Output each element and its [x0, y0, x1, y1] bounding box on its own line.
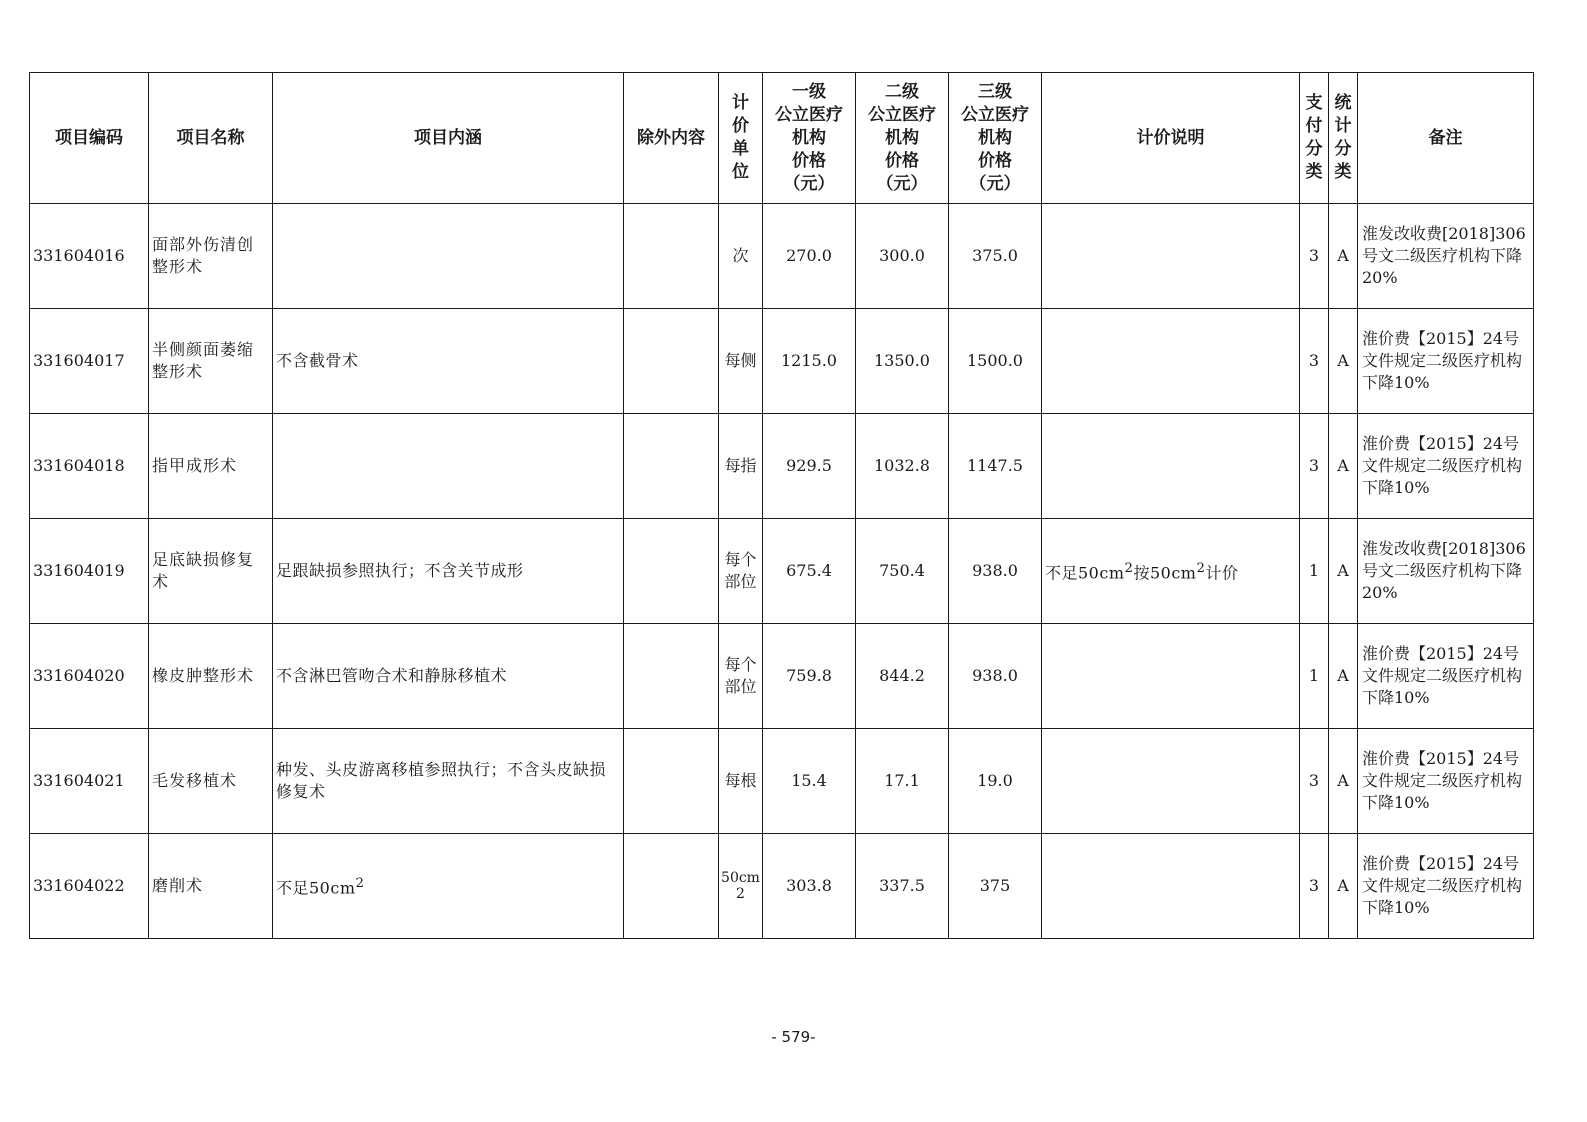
cell-price-level2: 1032.8	[856, 414, 949, 519]
cell-payment-category: 3	[1300, 204, 1329, 309]
cell-content	[273, 204, 624, 309]
header-name: 项目名称	[149, 73, 273, 204]
cell-price-level1: 270.0	[763, 204, 856, 309]
cell-content: 足跟缺损参照执行；不含关节成形	[273, 519, 624, 624]
cell-price-level3: 1500.0	[949, 309, 1042, 414]
cell-remark: 淮价费【2015】24号文件规定二级医疗机构下降10%	[1358, 834, 1534, 939]
page-number: - 579-	[771, 1028, 816, 1046]
cell-name: 毛发移植术	[149, 729, 273, 834]
cell-price-level3: 938.0	[949, 519, 1042, 624]
cell-code: 331604016	[30, 204, 149, 309]
table-row	[30, 204, 1534, 309]
cell-exclusions	[624, 519, 719, 624]
note-text-3: 计价	[1205, 563, 1239, 583]
cell-exclusions	[624, 414, 719, 519]
cell-unit: 每根	[719, 729, 763, 834]
cell-name: 面部外伤清创整形术	[149, 204, 273, 309]
cell-unit: 每指	[719, 414, 763, 519]
cell-price-level1: 303.8	[763, 834, 856, 939]
cell-unit: 次	[719, 204, 763, 309]
cell-price-level1: 759.8	[763, 624, 856, 729]
note-superscript: 2	[1124, 560, 1134, 576]
cell-pricing-note	[1042, 834, 1300, 939]
cell-name: 磨削术	[149, 834, 273, 939]
note-text: 不足50cm	[1045, 563, 1125, 583]
header-exclusions: 除外内容	[624, 73, 719, 204]
cell-pricing-note	[1042, 309, 1300, 414]
cell-remark: 淮价费【2015】24号文件规定二级医疗机构下降10%	[1358, 309, 1534, 414]
cell-name: 橡皮肿整形术	[149, 624, 273, 729]
cell-stat-category: A	[1329, 204, 1358, 309]
cell-content: 种发、头皮游离移植参照执行；不含头皮缺损修复术	[273, 729, 624, 834]
header-price-level3: 三级 公立医疗 机构 价格 （元）	[949, 73, 1042, 204]
cell-pricing-note	[1042, 414, 1300, 519]
table-row	[30, 729, 1534, 834]
header-unit: 计 价 单 位	[719, 73, 763, 204]
cell-content	[273, 834, 624, 939]
cell-code: 331604017	[30, 309, 149, 414]
cell-stat-category: A	[1329, 729, 1358, 834]
cell-code: 331604021	[30, 729, 149, 834]
cell-stat-category: A	[1329, 309, 1358, 414]
cell-price-level3: 938.0	[949, 624, 1042, 729]
cell-pricing-note	[1042, 729, 1300, 834]
cell-name: 足底缺损修复术	[149, 519, 273, 624]
table-header-row	[30, 73, 1534, 204]
cell-pricing-note	[1042, 519, 1300, 624]
cell-price-level2: 17.1	[856, 729, 949, 834]
cell-remark: 淮价费【2015】24号文件规定二级医疗机构下降10%	[1358, 624, 1534, 729]
cell-price-level3: 375	[949, 834, 1042, 939]
header-pricing-note: 计价说明	[1042, 73, 1300, 204]
cell-stat-category: A	[1329, 624, 1358, 729]
cell-unit: 每个 部位	[719, 624, 763, 729]
cell-price-level2: 844.2	[856, 624, 949, 729]
cell-pricing-note	[1042, 624, 1300, 729]
cell-price-level1: 15.4	[763, 729, 856, 834]
cell-price-level2: 300.0	[856, 204, 949, 309]
cell-exclusions	[624, 309, 719, 414]
header-content: 项目内涵	[273, 73, 624, 204]
table-row	[30, 414, 1534, 519]
cell-payment-category: 1	[1300, 624, 1329, 729]
cell-unit: 50cm 2	[719, 834, 763, 939]
cell-price-level3: 1147.5	[949, 414, 1042, 519]
cell-price-level1: 675.4	[763, 519, 856, 624]
cell-remark: 淮发改收费[2018]306号文二级医疗机构下降20%	[1358, 519, 1534, 624]
cell-code: 331604020	[30, 624, 149, 729]
note-text-2: 按50cm	[1133, 563, 1197, 583]
cell-code: 331604018	[30, 414, 149, 519]
table-row	[30, 519, 1534, 624]
cell-content: 不含截骨术	[273, 309, 624, 414]
cell-stat-category: A	[1329, 834, 1358, 939]
cell-price-level2: 1350.0	[856, 309, 949, 414]
cell-stat-category: A	[1329, 414, 1358, 519]
cell-remark: 淮价费【2015】24号文件规定二级医疗机构下降10%	[1358, 729, 1534, 834]
cell-content: 不含淋巴管吻合术和静脉移植术	[273, 624, 624, 729]
cell-payment-category: 3	[1300, 309, 1329, 414]
cell-name: 指甲成形术	[149, 414, 273, 519]
header-stat-category: 统 计 分 类	[1329, 73, 1358, 204]
cell-pricing-note	[1042, 204, 1300, 309]
content-text: 不足50cm	[276, 878, 356, 898]
cell-price-level3: 19.0	[949, 729, 1042, 834]
cell-exclusions	[624, 624, 719, 729]
cell-exclusions	[624, 834, 719, 939]
cell-code: 331604019	[30, 519, 149, 624]
cell-remark: 淮发改收费[2018]306号文二级医疗机构下降20%	[1358, 204, 1534, 309]
content-superscript: 2	[355, 875, 365, 891]
cell-payment-category: 3	[1300, 834, 1329, 939]
cell-exclusions	[624, 729, 719, 834]
cell-payment-category: 3	[1300, 414, 1329, 519]
header-remarks: 备注	[1358, 73, 1534, 204]
header-price-level2: 二级 公立医疗 机构 价格 （元）	[856, 73, 949, 204]
cell-price-level2: 337.5	[856, 834, 949, 939]
cell-unit: 每个 部位	[719, 519, 763, 624]
cell-code: 331604022	[30, 834, 149, 939]
cell-content	[273, 414, 624, 519]
cell-name: 半侧颜面萎缩整形术	[149, 309, 273, 414]
cell-stat-category: A	[1329, 519, 1358, 624]
cell-exclusions	[624, 204, 719, 309]
cell-payment-category: 3	[1300, 729, 1329, 834]
cell-price-level2: 750.4	[856, 519, 949, 624]
table-row	[30, 309, 1534, 414]
price-table	[29, 72, 1534, 939]
cell-payment-category: 1	[1300, 519, 1329, 624]
cell-remark: 淮价费【2015】24号文件规定二级医疗机构下降10%	[1358, 414, 1534, 519]
table-row	[30, 834, 1534, 939]
note-superscript-2: 2	[1196, 560, 1206, 576]
header-price-level1: 一级 公立医疗 机构 价格 （元）	[763, 73, 856, 204]
cell-price-level1: 1215.0	[763, 309, 856, 414]
table-row	[30, 624, 1534, 729]
header-payment-category: 支 付 分 类	[1300, 73, 1329, 204]
header-code: 项目编码	[30, 73, 149, 204]
cell-price-level1: 929.5	[763, 414, 856, 519]
cell-unit: 每侧	[719, 309, 763, 414]
cell-price-level3: 375.0	[949, 204, 1042, 309]
